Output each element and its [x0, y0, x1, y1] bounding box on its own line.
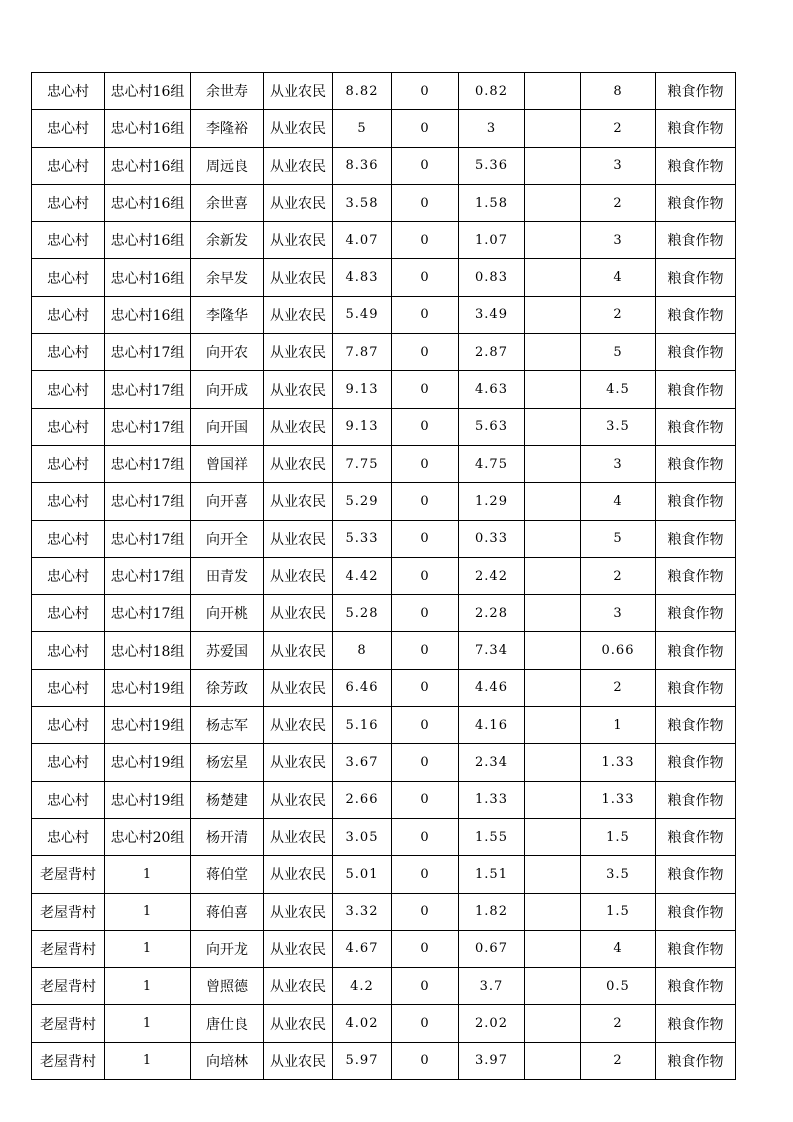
cell-area_b: 1.33 [459, 781, 525, 818]
cell-type: 从业农民 [264, 557, 333, 594]
cell-name: 余早发 [191, 259, 264, 296]
cell-area_d: 3.5 [581, 856, 656, 893]
table-row [32, 669, 736, 706]
cell-type: 从业农民 [264, 73, 333, 110]
cell-name: 余世寿 [191, 73, 264, 110]
cell-area_b: 0.83 [459, 259, 525, 296]
cell-crop: 粮食作物 [656, 222, 736, 259]
cell-area_a: 0 [392, 1005, 459, 1042]
cell-area_a: 0 [392, 707, 459, 744]
cell-area_b: 1.51 [459, 856, 525, 893]
cell-area_d: 2 [581, 110, 656, 147]
table-row [32, 1042, 736, 1079]
cell-area_b: 3.49 [459, 296, 525, 333]
cell-type: 从业农民 [264, 147, 333, 184]
cell-group: 忠心村19组 [105, 707, 191, 744]
cell-area_total: 2.66 [333, 781, 392, 818]
cell-name: 田青发 [191, 557, 264, 594]
cell-group: 忠心村17组 [105, 557, 191, 594]
cell-area_a: 0 [392, 296, 459, 333]
cell-area_d: 8 [581, 73, 656, 110]
cell-name: 周远良 [191, 147, 264, 184]
cell-name: 向培林 [191, 1042, 264, 1079]
cell-area_a: 0 [392, 968, 459, 1005]
cell-area_total: 7.75 [333, 445, 392, 482]
cell-area_a: 0 [392, 259, 459, 296]
table-row [32, 110, 736, 147]
cell-area_total: 8 [333, 632, 392, 669]
table-row [32, 147, 736, 184]
cell-group: 忠心村17组 [105, 445, 191, 482]
cell-name: 向开农 [191, 334, 264, 371]
cell-area_d: 3 [581, 445, 656, 482]
table-row [32, 595, 736, 632]
cell-area_d: 1 [581, 707, 656, 744]
cell-area_total: 8.36 [333, 147, 392, 184]
cell-area_b: 3.97 [459, 1042, 525, 1079]
table-row [32, 856, 736, 893]
cell-area_b: 2.02 [459, 1005, 525, 1042]
table-row [32, 707, 736, 744]
cell-area_d: 3.5 [581, 408, 656, 445]
cell-area_c [525, 744, 581, 781]
cell-area_c [525, 557, 581, 594]
cell-crop: 粮食作物 [656, 520, 736, 557]
cell-area_d: 5 [581, 334, 656, 371]
cell-type: 从业农民 [264, 968, 333, 1005]
table-row [32, 222, 736, 259]
table-row [32, 483, 736, 520]
cell-type: 从业农民 [264, 669, 333, 706]
data-table [31, 72, 736, 1080]
cell-village: 忠心村 [32, 445, 105, 482]
cell-area_c [525, 147, 581, 184]
cell-village: 忠心村 [32, 669, 105, 706]
table-row [32, 818, 736, 855]
cell-area_d: 3 [581, 147, 656, 184]
cell-area_c [525, 1042, 581, 1079]
cell-group: 忠心村19组 [105, 781, 191, 818]
table-row [32, 334, 736, 371]
cell-area_d: 5 [581, 520, 656, 557]
cell-village: 忠心村 [32, 334, 105, 371]
cell-area_b: 0.33 [459, 520, 525, 557]
cell-group: 忠心村16组 [105, 73, 191, 110]
cell-area_a: 0 [392, 781, 459, 818]
cell-area_c [525, 73, 581, 110]
cell-name: 蒋伯喜 [191, 893, 264, 930]
cell-crop: 粮食作物 [656, 334, 736, 371]
table-row [32, 520, 736, 557]
cell-area_total: 5.29 [333, 483, 392, 520]
cell-village: 忠心村 [32, 707, 105, 744]
cell-area_total: 4.07 [333, 222, 392, 259]
cell-area_b: 2.87 [459, 334, 525, 371]
cell-type: 从业农民 [264, 930, 333, 967]
cell-area_total: 5.49 [333, 296, 392, 333]
cell-type: 从业农民 [264, 856, 333, 893]
cell-area_d: 3 [581, 595, 656, 632]
cell-area_a: 0 [392, 222, 459, 259]
cell-village: 老屋背村 [32, 968, 105, 1005]
cell-type: 从业农民 [264, 781, 333, 818]
cell-village: 忠心村 [32, 520, 105, 557]
cell-name: 曾照德 [191, 968, 264, 1005]
table-row [32, 259, 736, 296]
cell-area_a: 0 [392, 1042, 459, 1079]
cell-area_total: 6.46 [333, 669, 392, 706]
cell-area_b: 2.42 [459, 557, 525, 594]
cell-area_a: 0 [392, 408, 459, 445]
cell-area_a: 0 [392, 483, 459, 520]
cell-area_a: 0 [392, 818, 459, 855]
cell-name: 向开全 [191, 520, 264, 557]
cell-area_b: 2.34 [459, 744, 525, 781]
table-row [32, 1005, 736, 1042]
cell-name: 唐仕良 [191, 1005, 264, 1042]
cell-group: 忠心村16组 [105, 259, 191, 296]
cell-crop: 粮食作物 [656, 371, 736, 408]
cell-area_d: 0.5 [581, 968, 656, 1005]
cell-area_total: 3.32 [333, 893, 392, 930]
cell-area_total: 8.82 [333, 73, 392, 110]
cell-group: 忠心村17组 [105, 408, 191, 445]
cell-name: 向开龙 [191, 930, 264, 967]
cell-village: 忠心村 [32, 781, 105, 818]
cell-name: 苏爱国 [191, 632, 264, 669]
table-row [32, 296, 736, 333]
cell-area_b: 5.36 [459, 147, 525, 184]
cell-area_c [525, 371, 581, 408]
cell-village: 忠心村 [32, 408, 105, 445]
cell-group: 忠心村17组 [105, 371, 191, 408]
cell-area_d: 4 [581, 259, 656, 296]
cell-name: 余新发 [191, 222, 264, 259]
cell-area_total: 7.87 [333, 334, 392, 371]
cell-type: 从业农民 [264, 445, 333, 482]
cell-crop: 粮食作物 [656, 184, 736, 221]
table-row [32, 371, 736, 408]
cell-area_d: 2 [581, 184, 656, 221]
cell-group: 忠心村16组 [105, 147, 191, 184]
cell-type: 从业农民 [264, 1005, 333, 1042]
cell-area_total: 3.58 [333, 184, 392, 221]
cell-village: 忠心村 [32, 632, 105, 669]
cell-type: 从业农民 [264, 744, 333, 781]
cell-area_c [525, 184, 581, 221]
cell-group: 忠心村17组 [105, 520, 191, 557]
cell-type: 从业农民 [264, 632, 333, 669]
cell-type: 从业农民 [264, 707, 333, 744]
cell-area_b: 4.16 [459, 707, 525, 744]
cell-type: 从业农民 [264, 893, 333, 930]
cell-group: 忠心村16组 [105, 222, 191, 259]
cell-area_c [525, 1005, 581, 1042]
cell-area_total: 3.67 [333, 744, 392, 781]
cell-village: 忠心村 [32, 184, 105, 221]
cell-type: 从业农民 [264, 184, 333, 221]
cell-area_c [525, 707, 581, 744]
cell-name: 余世喜 [191, 184, 264, 221]
table-row [32, 632, 736, 669]
cell-area_d: 1.33 [581, 744, 656, 781]
cell-area_c [525, 930, 581, 967]
cell-crop: 粮食作物 [656, 483, 736, 520]
cell-area_a: 0 [392, 147, 459, 184]
cell-area_c [525, 632, 581, 669]
cell-crop: 粮食作物 [656, 445, 736, 482]
cell-group: 忠心村16组 [105, 110, 191, 147]
cell-group: 忠心村17组 [105, 483, 191, 520]
cell-crop: 粮食作物 [656, 632, 736, 669]
cell-area_c [525, 259, 581, 296]
cell-area_d: 1.5 [581, 818, 656, 855]
cell-crop: 粮食作物 [656, 557, 736, 594]
cell-type: 从业农民 [264, 408, 333, 445]
cell-area_d: 1.5 [581, 893, 656, 930]
cell-village: 忠心村 [32, 259, 105, 296]
cell-group: 1 [105, 968, 191, 1005]
cell-group: 1 [105, 1005, 191, 1042]
cell-group: 忠心村20组 [105, 818, 191, 855]
table-row [32, 73, 736, 110]
cell-area_a: 0 [392, 110, 459, 147]
cell-group: 1 [105, 893, 191, 930]
cell-crop: 粮食作物 [656, 893, 736, 930]
cell-area_b: 3 [459, 110, 525, 147]
cell-group: 1 [105, 930, 191, 967]
cell-village: 老屋背村 [32, 930, 105, 967]
cell-crop: 粮食作物 [656, 110, 736, 147]
cell-area_b: 0.82 [459, 73, 525, 110]
cell-area_c [525, 408, 581, 445]
cell-area_c [525, 669, 581, 706]
cell-area_total: 5.01 [333, 856, 392, 893]
cell-type: 从业农民 [264, 371, 333, 408]
cell-area_total: 4.2 [333, 968, 392, 1005]
cell-type: 从业农民 [264, 296, 333, 333]
cell-area_c [525, 520, 581, 557]
cell-area_total: 5.33 [333, 520, 392, 557]
cell-village: 忠心村 [32, 818, 105, 855]
cell-area_d: 3 [581, 222, 656, 259]
cell-area_c [525, 781, 581, 818]
cell-type: 从业农民 [264, 259, 333, 296]
cell-name: 徐芳政 [191, 669, 264, 706]
cell-area_d: 2 [581, 557, 656, 594]
table-row [32, 968, 736, 1005]
cell-crop: 粮食作物 [656, 669, 736, 706]
cell-village: 忠心村 [32, 371, 105, 408]
cell-area_a: 0 [392, 184, 459, 221]
cell-village: 忠心村 [32, 595, 105, 632]
cell-crop: 粮食作物 [656, 408, 736, 445]
cell-area_a: 0 [392, 744, 459, 781]
table-row [32, 408, 736, 445]
cell-crop: 粮食作物 [656, 744, 736, 781]
cell-name: 杨宏星 [191, 744, 264, 781]
cell-area_b: 3.7 [459, 968, 525, 1005]
cell-area_b: 4.63 [459, 371, 525, 408]
cell-crop: 粮食作物 [656, 1042, 736, 1079]
cell-area_c [525, 296, 581, 333]
cell-area_total: 5.28 [333, 595, 392, 632]
table-row [32, 557, 736, 594]
cell-area_d: 2 [581, 1042, 656, 1079]
cell-area_d: 4 [581, 483, 656, 520]
cell-crop: 粮食作物 [656, 73, 736, 110]
cell-group: 忠心村19组 [105, 669, 191, 706]
cell-village: 忠心村 [32, 744, 105, 781]
cell-village: 忠心村 [32, 296, 105, 333]
cell-area_total: 4.67 [333, 930, 392, 967]
cell-area_total: 5.16 [333, 707, 392, 744]
cell-area_total: 4.42 [333, 557, 392, 594]
cell-village: 忠心村 [32, 222, 105, 259]
table-row [32, 184, 736, 221]
cell-area_a: 0 [392, 445, 459, 482]
cell-area_d: 4.5 [581, 371, 656, 408]
cell-name: 李隆华 [191, 296, 264, 333]
cell-area_a: 0 [392, 669, 459, 706]
cell-name: 向开桃 [191, 595, 264, 632]
cell-group: 忠心村17组 [105, 334, 191, 371]
cell-area_b: 0.67 [459, 930, 525, 967]
cell-group: 1 [105, 856, 191, 893]
cell-village: 老屋背村 [32, 1005, 105, 1042]
cell-area_c [525, 110, 581, 147]
cell-village: 忠心村 [32, 73, 105, 110]
cell-crop: 粮食作物 [656, 147, 736, 184]
cell-group: 忠心村19组 [105, 744, 191, 781]
cell-area_a: 0 [392, 520, 459, 557]
table-row [32, 893, 736, 930]
cell-area_a: 0 [392, 595, 459, 632]
cell-area_b: 4.75 [459, 445, 525, 482]
cell-area_d: 2 [581, 296, 656, 333]
cell-area_total: 4.83 [333, 259, 392, 296]
cell-type: 从业农民 [264, 222, 333, 259]
cell-crop: 粮食作物 [656, 296, 736, 333]
cell-crop: 粮食作物 [656, 818, 736, 855]
cell-area_a: 0 [392, 334, 459, 371]
cell-area_b: 1.55 [459, 818, 525, 855]
cell-area_a: 0 [392, 856, 459, 893]
cell-area_a: 0 [392, 557, 459, 594]
cell-type: 从业农民 [264, 520, 333, 557]
cell-crop: 粮食作物 [656, 259, 736, 296]
cell-type: 从业农民 [264, 818, 333, 855]
table-row [32, 744, 736, 781]
cell-area_b: 4.46 [459, 669, 525, 706]
cell-type: 从业农民 [264, 110, 333, 147]
cell-type: 从业农民 [264, 483, 333, 520]
cell-name: 向开国 [191, 408, 264, 445]
cell-type: 从业农民 [264, 334, 333, 371]
cell-area_c [525, 445, 581, 482]
cell-crop: 粮食作物 [656, 930, 736, 967]
cell-area_c [525, 222, 581, 259]
cell-crop: 粮食作物 [656, 595, 736, 632]
cell-name: 向开成 [191, 371, 264, 408]
cell-area_total: 5 [333, 110, 392, 147]
cell-area_total: 4.02 [333, 1005, 392, 1042]
cell-area_total: 9.13 [333, 408, 392, 445]
cell-crop: 粮食作物 [656, 1005, 736, 1042]
cell-group: 忠心村16组 [105, 184, 191, 221]
table-body [32, 73, 736, 1080]
cell-village: 忠心村 [32, 147, 105, 184]
cell-area_c [525, 595, 581, 632]
cell-area_c [525, 968, 581, 1005]
cell-crop: 粮食作物 [656, 968, 736, 1005]
cell-area_d: 4 [581, 930, 656, 967]
cell-area_b: 1.29 [459, 483, 525, 520]
cell-group: 忠心村17组 [105, 595, 191, 632]
cell-group: 1 [105, 1042, 191, 1079]
cell-area_b: 5.63 [459, 408, 525, 445]
cell-area_total: 3.05 [333, 818, 392, 855]
cell-area_b: 1.07 [459, 222, 525, 259]
cell-area_a: 0 [392, 893, 459, 930]
cell-area_total: 9.13 [333, 371, 392, 408]
cell-name: 杨志军 [191, 707, 264, 744]
cell-crop: 粮食作物 [656, 781, 736, 818]
cell-area_d: 1.33 [581, 781, 656, 818]
cell-crop: 粮食作物 [656, 856, 736, 893]
cell-area_b: 1.58 [459, 184, 525, 221]
cell-village: 老屋背村 [32, 1042, 105, 1079]
cell-area_d: 0.66 [581, 632, 656, 669]
cell-area_a: 0 [392, 371, 459, 408]
cell-crop: 粮食作物 [656, 707, 736, 744]
table-row [32, 930, 736, 967]
cell-name: 蒋伯堂 [191, 856, 264, 893]
cell-name: 杨开清 [191, 818, 264, 855]
cell-type: 从业农民 [264, 595, 333, 632]
table-row [32, 445, 736, 482]
cell-area_a: 0 [392, 73, 459, 110]
cell-area_b: 2.28 [459, 595, 525, 632]
cell-area_c [525, 893, 581, 930]
cell-area_b: 7.34 [459, 632, 525, 669]
cell-area_a: 0 [392, 930, 459, 967]
cell-village: 老屋背村 [32, 856, 105, 893]
cell-name: 李隆裕 [191, 110, 264, 147]
cell-village: 忠心村 [32, 110, 105, 147]
cell-area_b: 1.82 [459, 893, 525, 930]
cell-type: 从业农民 [264, 1042, 333, 1079]
cell-group: 忠心村16组 [105, 296, 191, 333]
cell-area_c [525, 856, 581, 893]
cell-area_d: 2 [581, 1005, 656, 1042]
cell-area_a: 0 [392, 632, 459, 669]
cell-area_total: 5.97 [333, 1042, 392, 1079]
cell-name: 向开喜 [191, 483, 264, 520]
cell-group: 忠心村18组 [105, 632, 191, 669]
cell-area_c [525, 334, 581, 371]
table-row [32, 781, 736, 818]
cell-village: 忠心村 [32, 557, 105, 594]
cell-name: 曾国祥 [191, 445, 264, 482]
cell-name: 杨楚建 [191, 781, 264, 818]
cell-village: 忠心村 [32, 483, 105, 520]
cell-village: 老屋背村 [32, 893, 105, 930]
cell-area_c [525, 818, 581, 855]
cell-area_d: 2 [581, 669, 656, 706]
cell-area_c [525, 483, 581, 520]
